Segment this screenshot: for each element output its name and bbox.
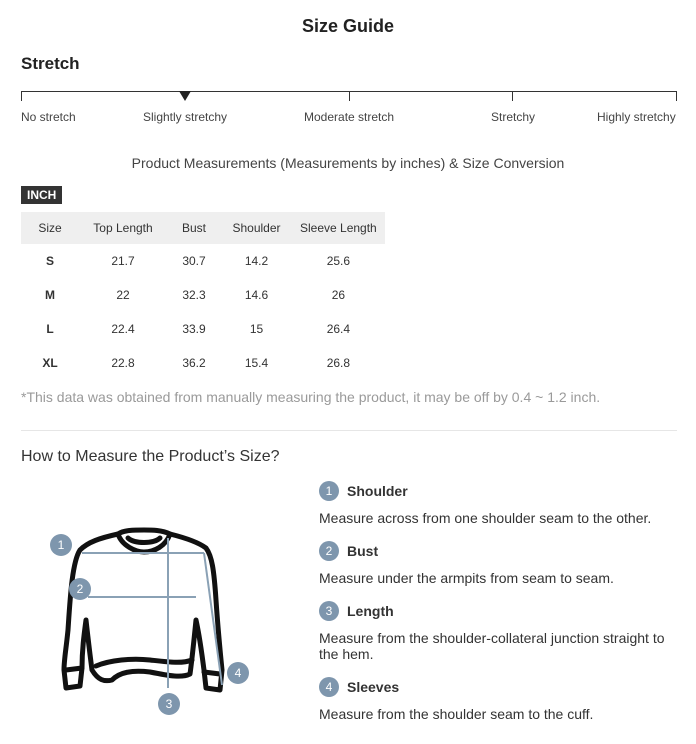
table-cell: 22.8 (111, 356, 135, 370)
stretch-tick (676, 91, 677, 101)
table-cell: 26 (331, 288, 346, 302)
size-table (21, 212, 385, 380)
size-cell: XL (42, 356, 58, 370)
diagram-marker-4: 4 (227, 662, 249, 684)
step-number-badge: 3 (319, 601, 339, 621)
table-cell: 30.7 (182, 254, 206, 268)
stretch-tick (349, 91, 350, 101)
step-description: Measure under the armpits from seam to seam. (319, 570, 614, 586)
table-cell: 14.6 (244, 288, 269, 302)
table-cell: 21.7 (111, 254, 135, 268)
step-title: Bust (347, 543, 379, 559)
step-number-badge: 2 (319, 541, 339, 561)
table-header-row (21, 212, 385, 244)
table-cell: 15.4 (244, 356, 269, 370)
stretch-heading: Stretch (21, 54, 80, 73)
sweater-diagram (40, 520, 270, 730)
how-to-heading: How to Measure the Product’s Size? (21, 448, 280, 465)
diagram-marker-3: 3 (158, 693, 180, 715)
measurement-disclaimer: *This data was obtained from manually measuring the product, it may be off by 0.4 ~ 1.2 inch. (21, 389, 601, 405)
step-description: Measure from the shoulder seam to the cuff. (319, 706, 594, 722)
table-cell: 15 (249, 322, 264, 336)
sweater-outline-icon (40, 520, 270, 730)
stretch-tick (21, 91, 22, 101)
table-row (21, 312, 385, 346)
column-header: Size (21, 212, 79, 244)
section-divider (21, 430, 677, 431)
stretch-selected-marker-icon (179, 91, 191, 101)
column-header: Bust (167, 212, 221, 244)
table-row (21, 346, 385, 380)
size-cell: M (45, 288, 55, 302)
diagram-marker-1: 1 (50, 534, 72, 556)
column-header: Sleeve Length (292, 212, 385, 244)
stretch-level-label: Slightly stretchy (143, 110, 228, 124)
measurements-subheading: Product Measurements (Measurements by inches) & Size Conversion (131, 155, 565, 171)
table-row (21, 244, 385, 278)
table-row (21, 278, 385, 312)
table-cell: 22 (116, 288, 130, 302)
step-title: Sleeves (347, 679, 400, 695)
stretch-level-label: Highly stretchy (597, 110, 676, 124)
column-header: Top Length (79, 212, 167, 244)
column-header: Shoulder (221, 212, 292, 244)
table-cell: 36.2 (182, 356, 206, 370)
stretch-level-label: Stretchy (491, 110, 536, 124)
step-number-badge: 1 (319, 481, 339, 501)
size-cell: S (45, 254, 54, 268)
step-title: Length (347, 603, 394, 619)
step-number-badge: 4 (319, 677, 339, 697)
stretch-tick (512, 91, 513, 101)
step-description: Measure from the shoulder-collateral junction straight to the hem. (319, 630, 665, 662)
table-cell: 14.2 (244, 254, 269, 268)
table-cell: 25.6 (326, 254, 351, 268)
diagram-marker-2: 2 (69, 578, 91, 600)
page-title: Size Guide (301, 16, 395, 36)
table-cell: 26.8 (326, 356, 351, 370)
stretch-level-label: No stretch (21, 110, 76, 124)
table-cell: 26.4 (326, 322, 351, 336)
step-title: Shoulder (347, 483, 408, 499)
unit-badge[interactable]: INCH (21, 186, 62, 204)
stretch-level-label: Moderate stretch (304, 110, 395, 124)
size-cell: L (46, 322, 54, 336)
table-cell: 33.9 (182, 322, 206, 336)
step-description: Measure across from one shoulder seam to the other. (319, 510, 652, 526)
table-cell: 32.3 (182, 288, 206, 302)
table-cell: 22.4 (111, 322, 135, 336)
